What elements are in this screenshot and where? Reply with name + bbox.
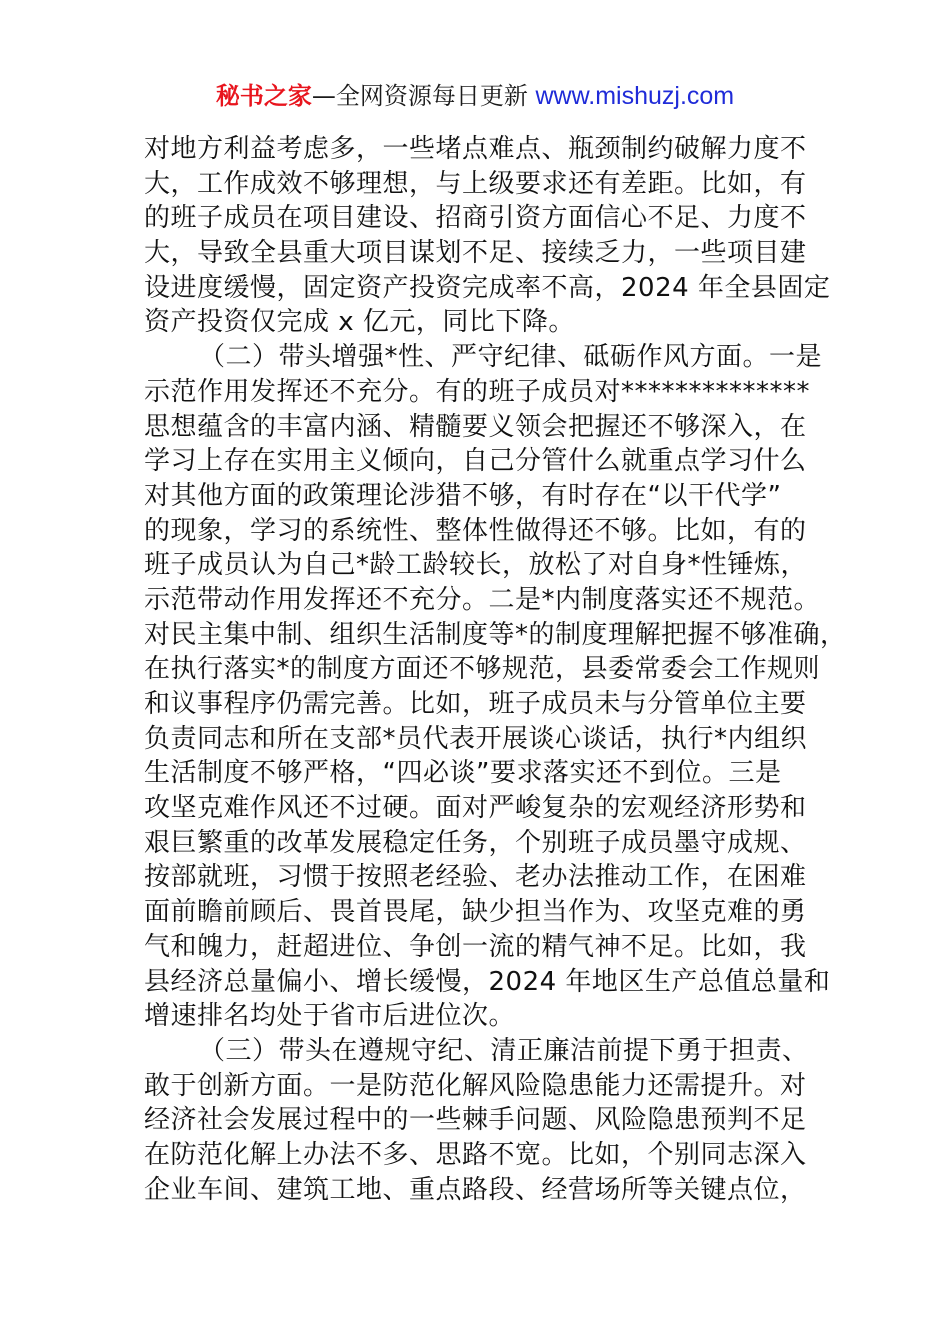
paragraph-start-line: （三）带头在遵规守纪、清正廉洁前提下勇于担责、 <box>199 1035 809 1066</box>
text-line: 和议事程序仍需完善。比如，班子成员未与分管单位主要 <box>144 689 807 719</box>
text-line: 班子成员认为自己*龄工龄较长，放松了对自身*性锤炼， <box>144 550 808 581</box>
text-line: 设进度缓慢，固定资产投资完成率不高，2024 年全县固定 <box>144 272 831 303</box>
text-line: 生活制度不够严格，“四必谈”要求落实还不到位。三是 <box>144 758 782 789</box>
text-line: 敢于创新方面。一是防范化解风险隐患能力还需提升。对 <box>144 1070 807 1101</box>
page-header <box>0 80 950 112</box>
text-line: 学习上存在实用主义倾向，自己分管什么就重点学习什么 <box>144 446 807 477</box>
text-line: 企业车间、建筑工地、重点路段、经营场所等关键点位， <box>144 1174 807 1205</box>
document-body <box>144 132 847 1207</box>
text-line: 的班子成员在项目建设、招商引资方面信心不足、力度不 <box>144 203 807 234</box>
text-line: 大，导致全县重大项目谋划不足、接续乏力，一些项目建 <box>144 238 807 269</box>
text-line: 增速排名均处于省市后进位次。 <box>144 1001 516 1032</box>
text-line: 的现象，学习的系统性、整体性做得还不够。比如，有的 <box>144 515 807 546</box>
text-line: 对民主集中制、组织生活制度等*的制度理解把握不够准确， <box>144 619 847 650</box>
text-line: 思想蕴含的丰富内涵、精髓要义领会把握还不够深入，在 <box>144 411 807 442</box>
text-line: 经济社会发展过程中的一些棘手问题、风险隐患预判不足 <box>144 1105 807 1136</box>
text-line: 负责同志和所在支部*员代表开展谈心谈话，执行*内组织 <box>144 723 808 754</box>
paragraph-start-line: （二）带头增强*性、严守纪律、砥砺作风方面。一是 <box>199 342 823 373</box>
text-line: 县经济总量偏小、增长缓慢，2024 年地区生产总值总量和 <box>144 966 831 997</box>
site-url-link[interactable]: www.mishuzj.com <box>535 82 735 110</box>
text-line: 对地方利益考虑多，一些堵点难点、瓶颈制约破解力度不 <box>144 134 807 164</box>
text-line: 在防范化解上办法不多、思路不宽。比如，个别同志深入 <box>144 1139 807 1170</box>
header-tagline: —全网资源每日更新 <box>311 82 536 110</box>
text-line: 在执行落实*的制度方面还不够规范，县委常委会工作规则 <box>144 654 821 685</box>
text-line: 攻坚克难作风还不过硬。面对严峻复杂的宏观经济形势和 <box>144 793 807 824</box>
text-line: 气和魄力，赶超进位、争创一流的精气神不足。比如，我 <box>144 931 807 962</box>
text-line: 示范作用发挥还不充分。有的班子成员对************** <box>144 376 811 407</box>
text-line: 按部就班，习惯于按照老经验、老办法推动工作，在困难 <box>144 862 807 893</box>
text-line: 艰巨繁重的改革发展稳定任务，个别班子成员墨守成规、 <box>144 827 807 858</box>
text-line: 对其他方面的政策理论涉猎不够，有时存在“以干代学” <box>144 480 782 511</box>
text-line: 资产投资仅完成 x 亿元，同比下降。 <box>144 307 575 338</box>
text-line: 面前瞻前顾后、畏首畏尾，缺少担当作为、攻坚克难的勇 <box>144 897 807 928</box>
brand-name: 秘书之家 <box>215 82 312 110</box>
text-line: 大，工作成效不够理想，与上级要求还有差距。比如，有 <box>144 168 807 199</box>
text-line: 示范带动作用发挥还不充分。二是*内制度落实还不规范。 <box>144 584 821 615</box>
